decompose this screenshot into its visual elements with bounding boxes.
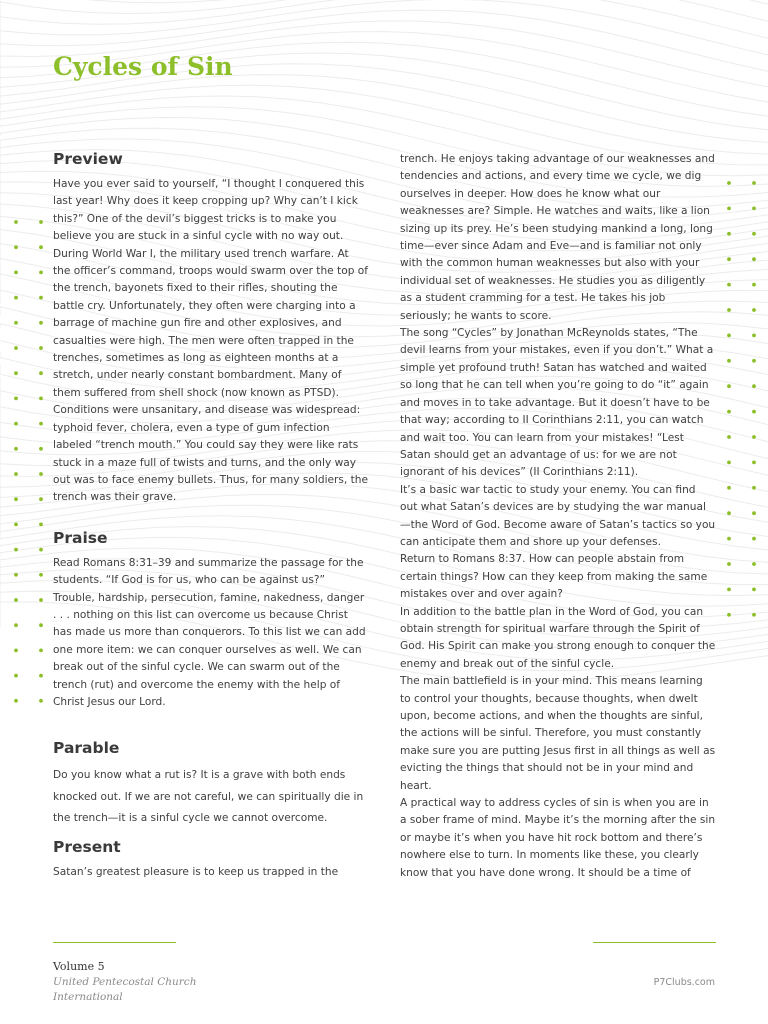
page-title: Cycles of Sin	[53, 52, 233, 81]
decorative-dot	[39, 649, 43, 653]
decorative-dot	[39, 422, 43, 426]
footer-site-link[interactable]: P7Clubs.com	[653, 977, 715, 988]
decorative-dot	[752, 613, 756, 617]
present-continued-paragraph: trench. He enjoys taking advantage of our weaknesses and tendencies and actions, and every time we cycle, we dig ourselves in deeper. How does he know what our weaknesses are? Simple. He watches and waits, like a lion sizing up its prey. He’s been studying mankind a long, long time—ever since Adam and Eve—and is familiar not only with the common human weaknesses but also with your individual set of weaknesses. He studies you as diligently as a student cramming for a test. He takes his job seriously; he wants to score.	[400, 153, 715, 322]
decorative-dot	[39, 296, 43, 300]
decorative-dot	[39, 397, 43, 401]
preview-paragraph: During World War I, the military used trench warfare. At the officer’s command, troops would swarm over the top of the trench, bayonets fixed to their rifles, shouting the battle cry. Unfortunately, they often were charging into a barrage of machine gun fire and other explosives, and casualties were high. The men were often trapped in the trenches, sometimes as long as eighteen months at a stretch, under nearly constant bombardment. Many of them suffered from shell shock (now known as PTSD). Conditions were unsanitary, and disease was widespread: typhoid fever, cholera, even a type of gum infection labeled “trench mouth.” You could say they were like rats stuck in a maze full of twists and turns, and the only way out was to face enemy bullets. Thus, for many soldiers, the trench was their grave.	[53, 247, 369, 504]
preview-heading: Preview	[53, 150, 123, 168]
footer-org-line: International	[53, 991, 123, 1003]
decorative-dot	[14, 321, 18, 325]
parable-heading: Parable	[53, 739, 120, 758]
decorative-dot	[14, 548, 18, 552]
footer-rule-left	[53, 942, 176, 943]
decorative-dot	[39, 346, 43, 350]
decorative-dot	[14, 296, 18, 300]
left-column	[53, 148, 369, 881]
preview-paragraph: Have you ever said to yourself, “I thought I conquered this last year! Why does it keep cropping up? Why can’t I kick this?” One of the devil’s biggest tricks is to make you believe you are stuck in a sinful cycle with no way out.	[53, 178, 365, 243]
decorative-dot	[752, 384, 756, 388]
decorative-dot	[752, 283, 756, 287]
decorative-dot	[14, 598, 18, 602]
decorative-dot	[39, 220, 43, 224]
decorative-dot	[14, 346, 18, 350]
decorative-dot	[14, 674, 18, 678]
decorative-dot	[727, 384, 731, 388]
decorative-dot	[727, 588, 731, 592]
decorative-dot	[39, 472, 43, 476]
decorative-dot	[727, 486, 731, 490]
decorative-dot	[39, 674, 43, 678]
praise-paragraph: Read Romans 8:31–39 and summarize the passage for the students. “If God is for us, who can be against us?” Trouble, hardship, persecution, famine, nakedness, danger . . . nothing on this list can overcome us because Christ has made us more than conquerors. To this list we can add one more item: we can conquer ourselves as well. We can break out of the sinful cycle. We can swarm out of the trench (rut) and overcome the enemy with the help of Christ Jesus our Lord.	[53, 556, 366, 708]
decorative-dot	[39, 497, 43, 501]
decorative-dot	[39, 271, 43, 275]
footer-volume: Volume 5	[53, 960, 105, 973]
decorative-dot	[727, 461, 731, 465]
decorative-dot	[14, 245, 18, 249]
present-continued-paragraph: A practical way to address cycles of sin is when you are in a sober frame of mind. Maybe it’s the morning after the sin or maybe it’s when you have hit rock bottom and there’s nowhere else to turn. In moments like these, you clearly know that you have done wrong. It should be a time of	[400, 797, 716, 879]
footer-publisher	[53, 959, 196, 1005]
decorative-dot	[752, 461, 756, 465]
right-column	[400, 151, 716, 882]
decorative-dot	[752, 588, 756, 592]
present-heading: Present	[53, 837, 121, 856]
decorative-dot	[727, 511, 731, 515]
decorative-dot	[14, 497, 18, 501]
decorative-dot	[39, 573, 43, 577]
decorative-dot	[727, 537, 731, 541]
decorative-dot	[727, 308, 731, 312]
decorative-dot	[727, 410, 731, 414]
decorative-dot	[752, 207, 756, 211]
present-continued-paragraph: In addition to the battle plan in the Word of God, you can obtain strength for spiritual warfare through the Spirit of God. His Spirit can make you strong enough to conquer the enemy and break out of the sinful cycle.	[400, 605, 716, 670]
present-continued-paragraph: The main battlefield is in your mind. This means learning to control your thoughts, because thoughts, when dwelt upon, become actions, and when the thoughts are sinful, the actions will be sinful. Therefore, you must constantly make sure you are putting Jesus first in all things as well as evicting the things that should not be in your mind and heart.	[400, 675, 716, 792]
decorative-dot	[727, 435, 731, 439]
decorative-dot	[727, 181, 731, 185]
decorative-dot	[727, 207, 731, 211]
decorative-dot	[39, 598, 43, 602]
decorative-dot	[39, 321, 43, 325]
decorative-dot	[752, 181, 756, 185]
decorative-dot	[752, 308, 756, 312]
decorative-dot	[14, 397, 18, 401]
decorative-dot	[39, 548, 43, 552]
decorative-dot	[14, 422, 18, 426]
decorative-dot	[14, 472, 18, 476]
decorative-dot	[752, 334, 756, 338]
present-continued-paragraph: Return to Romans 8:37. How can people abstain from certain things? How can they keep from making the same mistakes over and over again?	[400, 553, 708, 601]
decorative-dot	[14, 271, 18, 275]
decorative-dot	[727, 257, 731, 261]
decorative-dot	[727, 613, 731, 617]
decorative-dot	[39, 447, 43, 451]
decorative-dot	[39, 623, 43, 627]
decorative-dot	[727, 562, 731, 566]
decorative-dot	[39, 699, 43, 703]
decorative-dot	[14, 371, 18, 375]
decorative-dot	[39, 523, 43, 527]
decorative-dot	[14, 649, 18, 653]
decorative-dot	[727, 232, 731, 236]
decorative-dot	[752, 537, 756, 541]
decorative-dot	[14, 523, 18, 527]
decorative-dot	[752, 257, 756, 261]
decorative-dot	[752, 486, 756, 490]
decorative-dot	[14, 699, 18, 703]
footer-rule-right	[593, 942, 716, 943]
decorative-dot	[727, 334, 731, 338]
present-continued-paragraph: The song “Cycles” by Jonathan McReynolds states, “The devil learns from your mistakes, even if you don’t.” What a simple yet profound truth! Satan has watched and waited so long that he can tell when you’re going to do “it” again and moves in to take advantage. But it doesn’t have to be that way; according to II Corinthians 2:11, you can watch and wait too. You can learn from your mistakes! “Lest Satan should get an advantage of us: for we are not ignorant of his devices” (II Corinthians 2:11).	[400, 327, 714, 479]
decorative-dot	[752, 435, 756, 439]
footer-org-line: United Pentecostal Church	[53, 976, 197, 988]
decorative-dot	[752, 562, 756, 566]
decorative-dot	[14, 220, 18, 224]
decorative-dot	[39, 245, 43, 249]
decorative-dot	[14, 447, 18, 451]
decorative-dot	[727, 283, 731, 287]
decorative-dot	[752, 511, 756, 515]
decorative-dot	[14, 623, 18, 627]
decorative-dot	[752, 359, 756, 363]
decorative-dot	[727, 359, 731, 363]
present-continued-paragraph: It’s a basic war tactic to study your enemy. You can find out what Satan’s devices are by studying the war manual—the Word of God. Become aware of Satan’s tactics so you can anticipate them and shore up your defenses.	[400, 483, 716, 548]
praise-heading: Praise	[53, 528, 108, 547]
decorative-dot	[39, 371, 43, 375]
parable-paragraph: Do you know what a rut is? It is a grave with both ends knocked out. If we are not careful, we can spiritually die in the trench—it is a sinful cycle we cannot overcome.	[53, 769, 364, 825]
decorative-dot	[14, 573, 18, 577]
decorative-dot	[752, 232, 756, 236]
decorative-dot	[752, 410, 756, 414]
present-paragraph: Satan’s greatest pleasure is to keep us trapped in the	[53, 865, 339, 878]
